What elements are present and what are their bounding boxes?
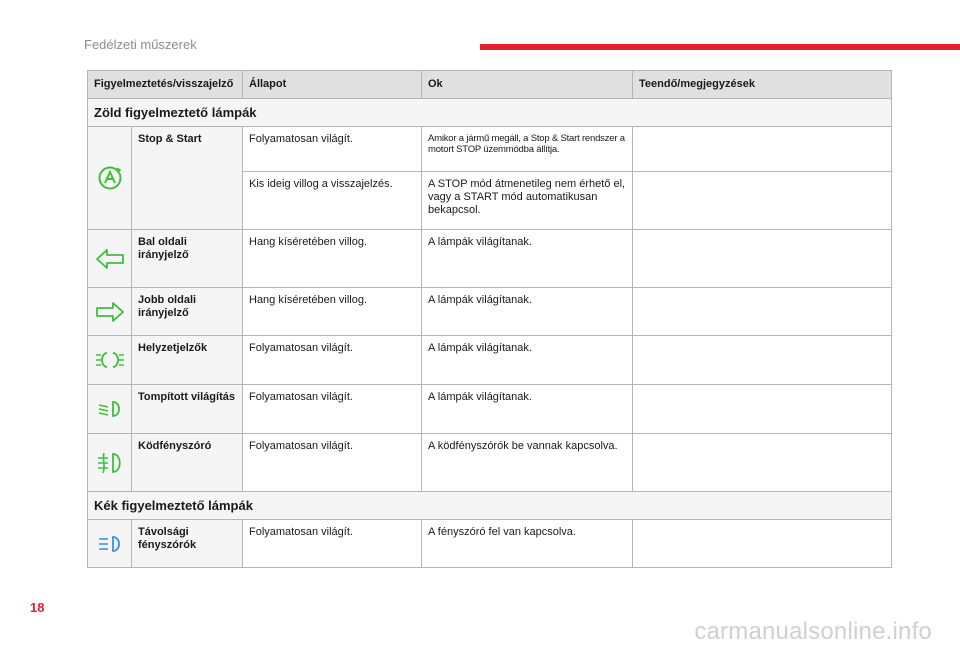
- row-cause: A lámpák világítanak.: [422, 385, 633, 434]
- table-row: [88, 434, 892, 492]
- right-turn-signal-icon: [88, 288, 132, 336]
- row-cause: A STOP mód átmenetileg nem érhető el, vagy a START mód automatikusan bekapcsol.: [422, 172, 633, 230]
- blue-section-row: [88, 492, 892, 520]
- table-row: [88, 520, 892, 568]
- row-cause: Amikor a jármű megáll, a Stop & Start rendszer a motort STOP üzemmódba állítja.: [422, 127, 633, 172]
- row-state: Folyamatosan világít.: [243, 385, 422, 434]
- row-state: Hang kíséretében villog.: [243, 230, 422, 288]
- row-action: [633, 172, 892, 230]
- row-name: Helyzetjelzők: [132, 336, 243, 385]
- header-action: Teendő/megjegyzések: [633, 71, 892, 99]
- green-section-title: Zöld figyelmeztető lámpák: [88, 99, 892, 127]
- header-accent-bar: [480, 44, 960, 50]
- row-action: [633, 520, 892, 568]
- page-number: 18: [30, 600, 45, 615]
- row-state: Folyamatosan világít.: [243, 434, 422, 492]
- warning-lamps-table: [87, 70, 892, 568]
- header-state: Állapot: [243, 71, 422, 99]
- stop-start-icon: [88, 127, 132, 230]
- table-header-row: [88, 71, 892, 99]
- table-row: [88, 385, 892, 434]
- row-name: Jobb oldali irányjelző: [132, 288, 243, 336]
- row-name: Távolsági fényszórók: [132, 520, 243, 568]
- row-cause: A ködfényszórók be vannak kapcsolva.: [422, 434, 633, 492]
- row-action: [633, 230, 892, 288]
- table-row: [88, 336, 892, 385]
- row-action: [633, 385, 892, 434]
- position-lights-icon: [88, 336, 132, 385]
- row-action: [633, 434, 892, 492]
- row-cause: A lámpák világítanak.: [422, 336, 633, 385]
- table-row: [88, 288, 892, 336]
- row-cause: A lámpák világítanak.: [422, 230, 633, 288]
- header-indicator: Figyelmeztetés/visszajelző: [88, 71, 243, 99]
- row-state: Folyamatosan világít.: [243, 520, 422, 568]
- row-state: Folyamatosan világít.: [243, 336, 422, 385]
- blue-section-title: Kék figyelmeztető lámpák: [88, 492, 892, 520]
- page-header-title: Fedélzeti műszerek: [84, 37, 197, 52]
- row-state: Kis ideig villog a visszajelzés.: [243, 172, 422, 230]
- dipped-beam-icon: [88, 385, 132, 434]
- row-state: Folyamatosan világít.: [243, 127, 422, 172]
- row-name: Bal oldali irányjelző: [132, 230, 243, 288]
- green-section-row: [88, 99, 892, 127]
- row-action: [633, 127, 892, 172]
- header-cause: Ok: [422, 71, 633, 99]
- table-row: [88, 127, 892, 172]
- row-action: [633, 288, 892, 336]
- row-name: Stop & Start: [132, 127, 243, 230]
- watermark: carmanualsonline.info: [694, 618, 932, 645]
- row-cause: A fényszóró fel van kapcsolva.: [422, 520, 633, 568]
- row-cause: A lámpák világítanak.: [422, 288, 633, 336]
- row-name: Tompított világítás: [132, 385, 243, 434]
- fog-lamp-icon: [88, 434, 132, 492]
- row-action: [633, 336, 892, 385]
- row-name: Ködfényszóró: [132, 434, 243, 492]
- left-turn-signal-icon: [88, 230, 132, 288]
- main-beam-icon: [88, 520, 132, 568]
- table-row: [88, 230, 892, 288]
- row-state: Hang kíséretében villog.: [243, 288, 422, 336]
